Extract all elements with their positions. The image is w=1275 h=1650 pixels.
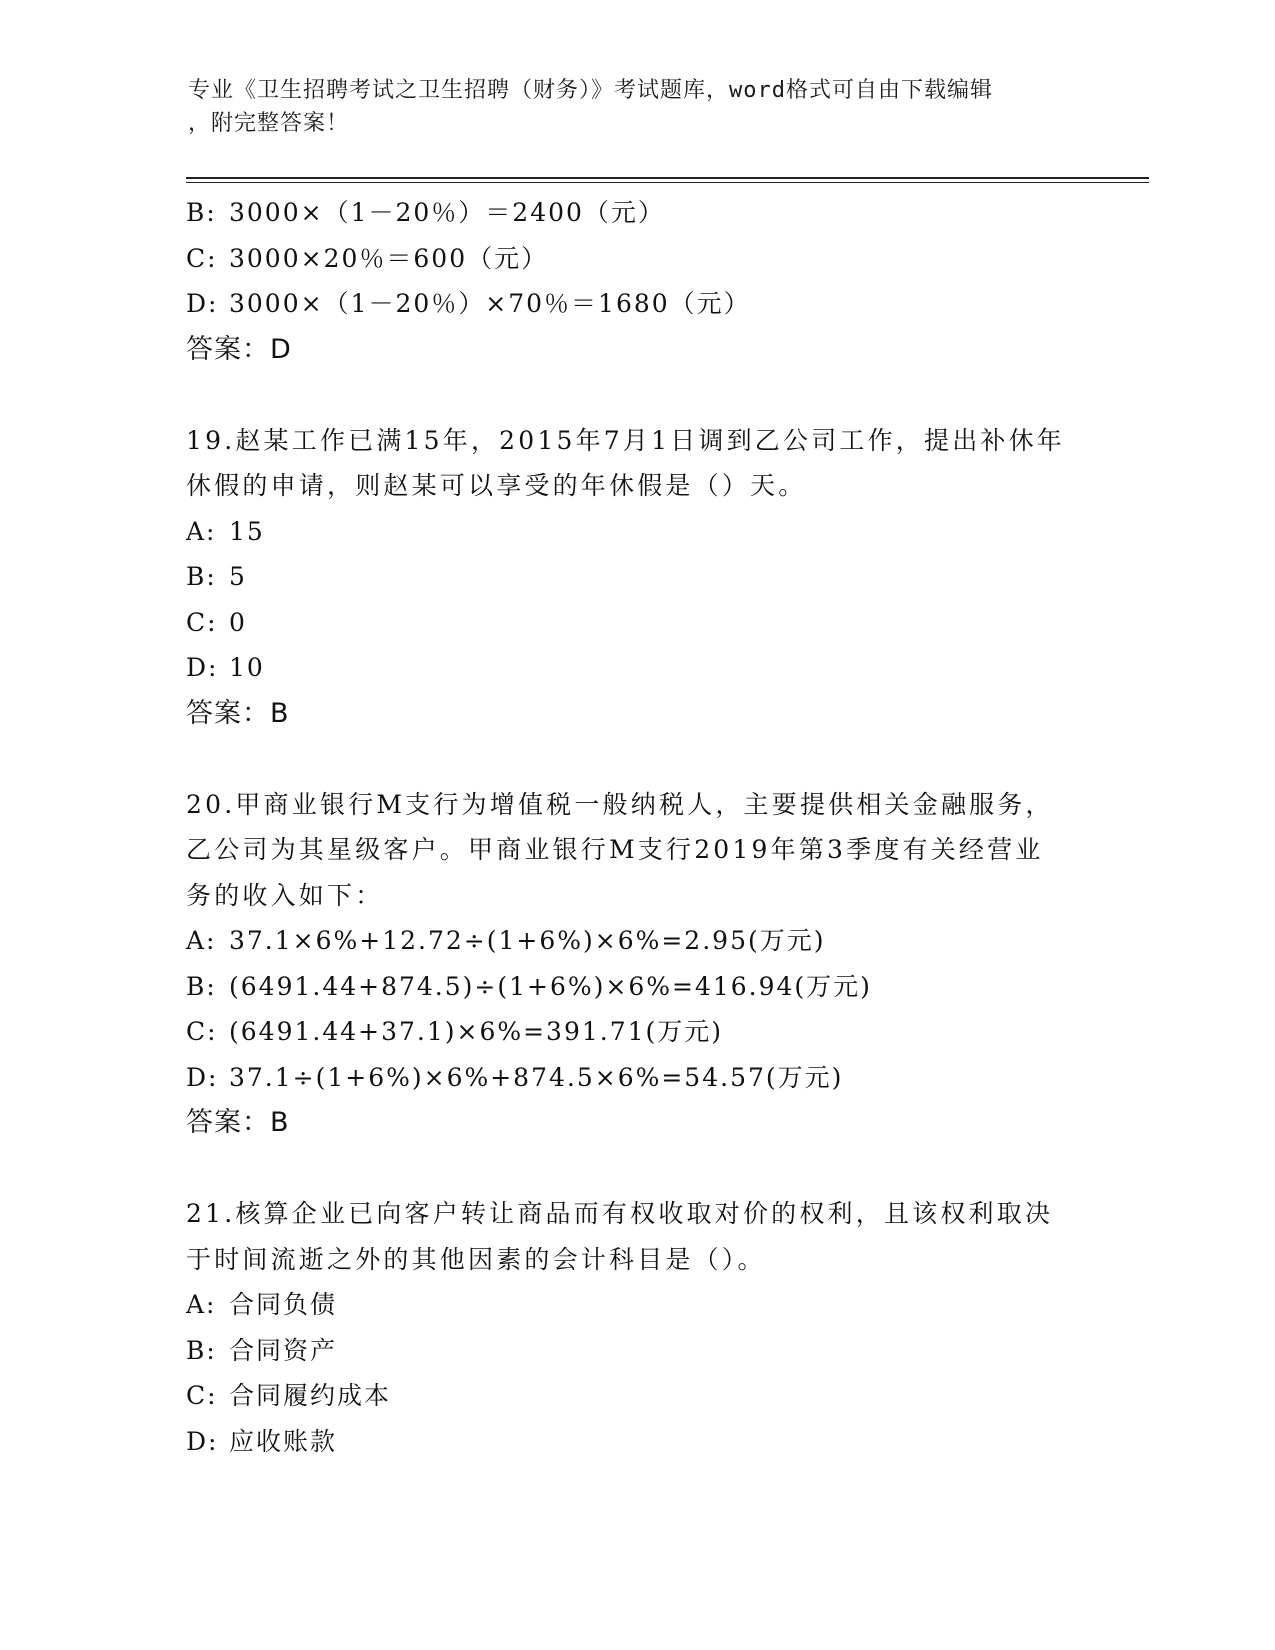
option-text: 合同负债 bbox=[229, 1290, 338, 1319]
option-label: B: bbox=[186, 971, 217, 1001]
option-label: D: bbox=[186, 1426, 219, 1456]
option-d bbox=[186, 1055, 1086, 1101]
answer-line: 答案：D bbox=[186, 333, 292, 365]
spacer bbox=[186, 372, 1086, 418]
option-b bbox=[186, 190, 1086, 236]
option-text: 0 bbox=[229, 607, 247, 637]
option-label: B: bbox=[186, 562, 217, 591]
option-text: 15 bbox=[229, 516, 265, 546]
question-19 bbox=[186, 418, 1086, 737]
option-text: 37.1÷(1+6%)×6%+874.5×6%=54.57(万元) bbox=[229, 1062, 844, 1092]
option-label: C: bbox=[186, 1017, 218, 1046]
question-content bbox=[186, 190, 1086, 1464]
option-c bbox=[186, 600, 1086, 646]
option-text: 合同履约成本 bbox=[229, 1381, 392, 1410]
document-header bbox=[188, 74, 1088, 140]
option-label: C: bbox=[186, 607, 218, 637]
spacer bbox=[186, 736, 1086, 782]
option-text: 5 bbox=[229, 562, 247, 591]
header-line-2: ，附完整答案！ bbox=[188, 111, 350, 136]
option-label: B: bbox=[186, 1335, 217, 1365]
option-d bbox=[186, 645, 1086, 691]
option-text: 应收账款 bbox=[229, 1426, 338, 1456]
option-label: C: bbox=[186, 1381, 218, 1410]
option-text: 10 bbox=[229, 653, 265, 682]
header-divider bbox=[186, 177, 1149, 183]
option-label: A: bbox=[186, 926, 217, 955]
option-label: B: bbox=[186, 198, 217, 227]
option-c bbox=[186, 1373, 1086, 1419]
answer-line: 答案：B bbox=[186, 1107, 290, 1138]
option-b bbox=[186, 964, 1086, 1010]
question-21 bbox=[186, 1191, 1086, 1464]
option-label: A: bbox=[186, 516, 217, 546]
option-d bbox=[186, 281, 1086, 327]
option-text: 3000×20％＝600（元） bbox=[229, 243, 549, 273]
question-20 bbox=[186, 782, 1086, 1146]
spacer bbox=[186, 1146, 1086, 1192]
option-text: 37.1×6%+12.72÷(1+6%)×6%=2.95(万元) bbox=[229, 926, 826, 955]
option-c bbox=[186, 1009, 1086, 1055]
option-b bbox=[186, 1328, 1086, 1374]
option-label: D: bbox=[186, 289, 219, 318]
header-line-1: 专业《卫生招聘考试之卫生招聘（财务）》考试题库，word格式可自由下载编辑 bbox=[188, 78, 993, 103]
option-label: D: bbox=[186, 653, 219, 682]
question-stem: 20.甲商业银行M支行为增值税一般纳税人，主要提供相关金融服务，乙公司为其星级客户。甲商业银行M支行2019年第3季度有关经营业务的收入如下： bbox=[186, 789, 1054, 910]
option-d bbox=[186, 1419, 1086, 1465]
option-text: 3000×（1－20％）×70％＝1680（元） bbox=[229, 289, 751, 318]
option-a bbox=[186, 1282, 1086, 1328]
prev-question-block bbox=[186, 190, 1086, 372]
answer-line: 答案：B bbox=[186, 697, 290, 729]
question-stem: 21.核算企业已向客户转让商品而有权收取对价的权利，且该权利取决于时间流逝之外的其他因素的会计科目是（）。 bbox=[186, 1199, 1054, 1274]
question-stem: 19.赵某工作已满15年，2015年7月1日调到乙公司工作，提出补休年休假的申请，则赵某可以享受的年休假是（）天。 bbox=[186, 425, 1066, 500]
option-a bbox=[186, 918, 1086, 964]
option-a bbox=[186, 509, 1086, 555]
option-text: (6491.44+37.1)×6%=391.71(万元) bbox=[229, 1017, 724, 1046]
option-text: 合同资产 bbox=[229, 1335, 338, 1365]
option-label: A: bbox=[186, 1290, 217, 1319]
option-text: 3000×（1－20％）＝2400（元） bbox=[229, 198, 665, 227]
option-c bbox=[186, 236, 1086, 282]
option-label: C: bbox=[186, 243, 218, 273]
option-text: (6491.44+874.5)÷(1+6%)×6%=416.94(万元) bbox=[229, 971, 872, 1001]
option-label: D: bbox=[186, 1062, 219, 1092]
option-b bbox=[186, 554, 1086, 600]
